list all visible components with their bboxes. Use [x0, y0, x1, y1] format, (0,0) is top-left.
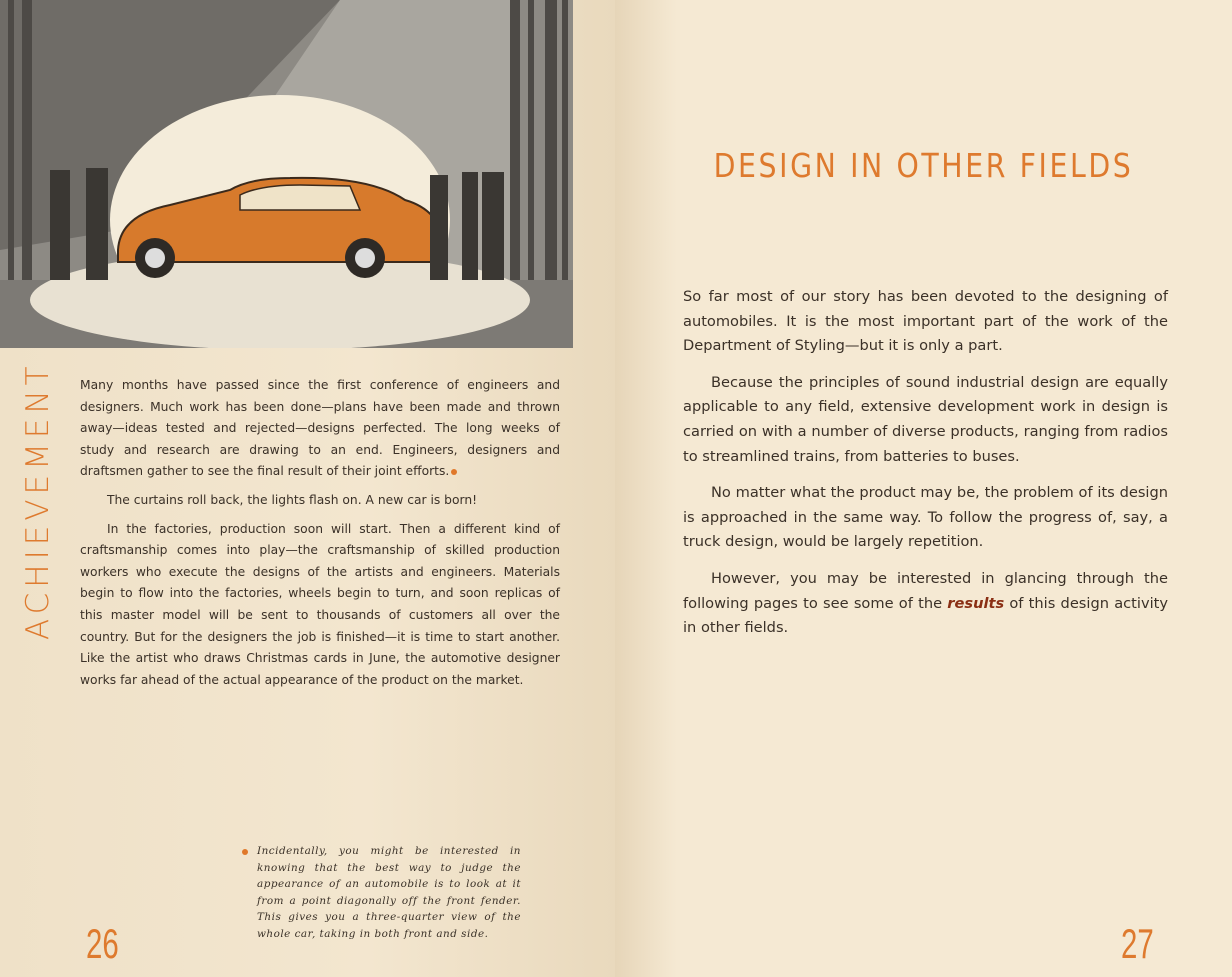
paragraph-text: However, you may be interested in glancing through the following pages to see some of the: [683, 569, 1168, 612]
page-number: 27: [1121, 920, 1154, 967]
page-number: 26: [86, 920, 119, 967]
right-body-text: [683, 285, 1168, 653]
page-title: DESIGN IN OTHER FIELDS: [713, 146, 1134, 185]
left-body-text: [80, 375, 560, 698]
paragraph-text: Many months have passed since the first conference of engineers and designers. Much work has been done—plans have been made and thrown away—ideas tested and rejected—designs perfected. The long weeks of study and research are drawing to an end. Engineers, designers and draftsmen gather to see the final result of their joint efforts.: [80, 378, 560, 479]
car-unveiling-illustration: [0, 0, 573, 348]
paragraph: So far most of our story has been devoted to the designing of automobiles. It is the most important part of the work of the Department of Styling—but it is only a part.: [683, 288, 1168, 355]
footnote: Incidentally, you might be interested in knowing that the best way to judge the appearance of an automobile is to look at it from a point diagonally off the front fender. This gives you a three-quarter view of the whole car, taking in both front and side.: [257, 845, 521, 940]
paragraph-text: of this design activity in other fields.: [683, 594, 1168, 637]
paragraph: In the factories, production soon will start. Then a different kind of craftsmanship comes into play—the craftsmanship of skilled production workers who execute the designs of the artists and engineers. Materials begin to flow into the factories, wheels begin to turn, and soon replicas of this master model will be sent to thousands of customers all over the country. But for the designers the job is finished—it is time to start another. Like the artist who draws Christmas cards in June, the automotive designer works far ahead of the actual appearance of the product on the market.: [80, 521, 560, 687]
paragraph: Because the principles of sound industrial design are equally applicable to any field, extensive development work in design is carried on with a number of diverse products, ranging from radios to streamlined trains, from batteries to buses.: [683, 373, 1168, 465]
paragraph: The curtains roll back, the lights flash on. A new car is born!: [107, 492, 478, 507]
footnote-marker-icon: [451, 469, 457, 475]
section-side-heading: ACHIEVEMENT: [20, 361, 56, 640]
right-page: [615, 0, 1232, 977]
paragraph: [683, 567, 1168, 641]
left-page: [0, 0, 615, 977]
paragraph: [80, 375, 560, 483]
footnote-marker-icon: [242, 849, 248, 855]
emphasis-text: results: [947, 594, 1005, 612]
paragraph: No matter what the product may be, the problem of its design is approached in the same way. To follow the progress of, say, a truck design, would be largely repetition.: [683, 484, 1168, 551]
